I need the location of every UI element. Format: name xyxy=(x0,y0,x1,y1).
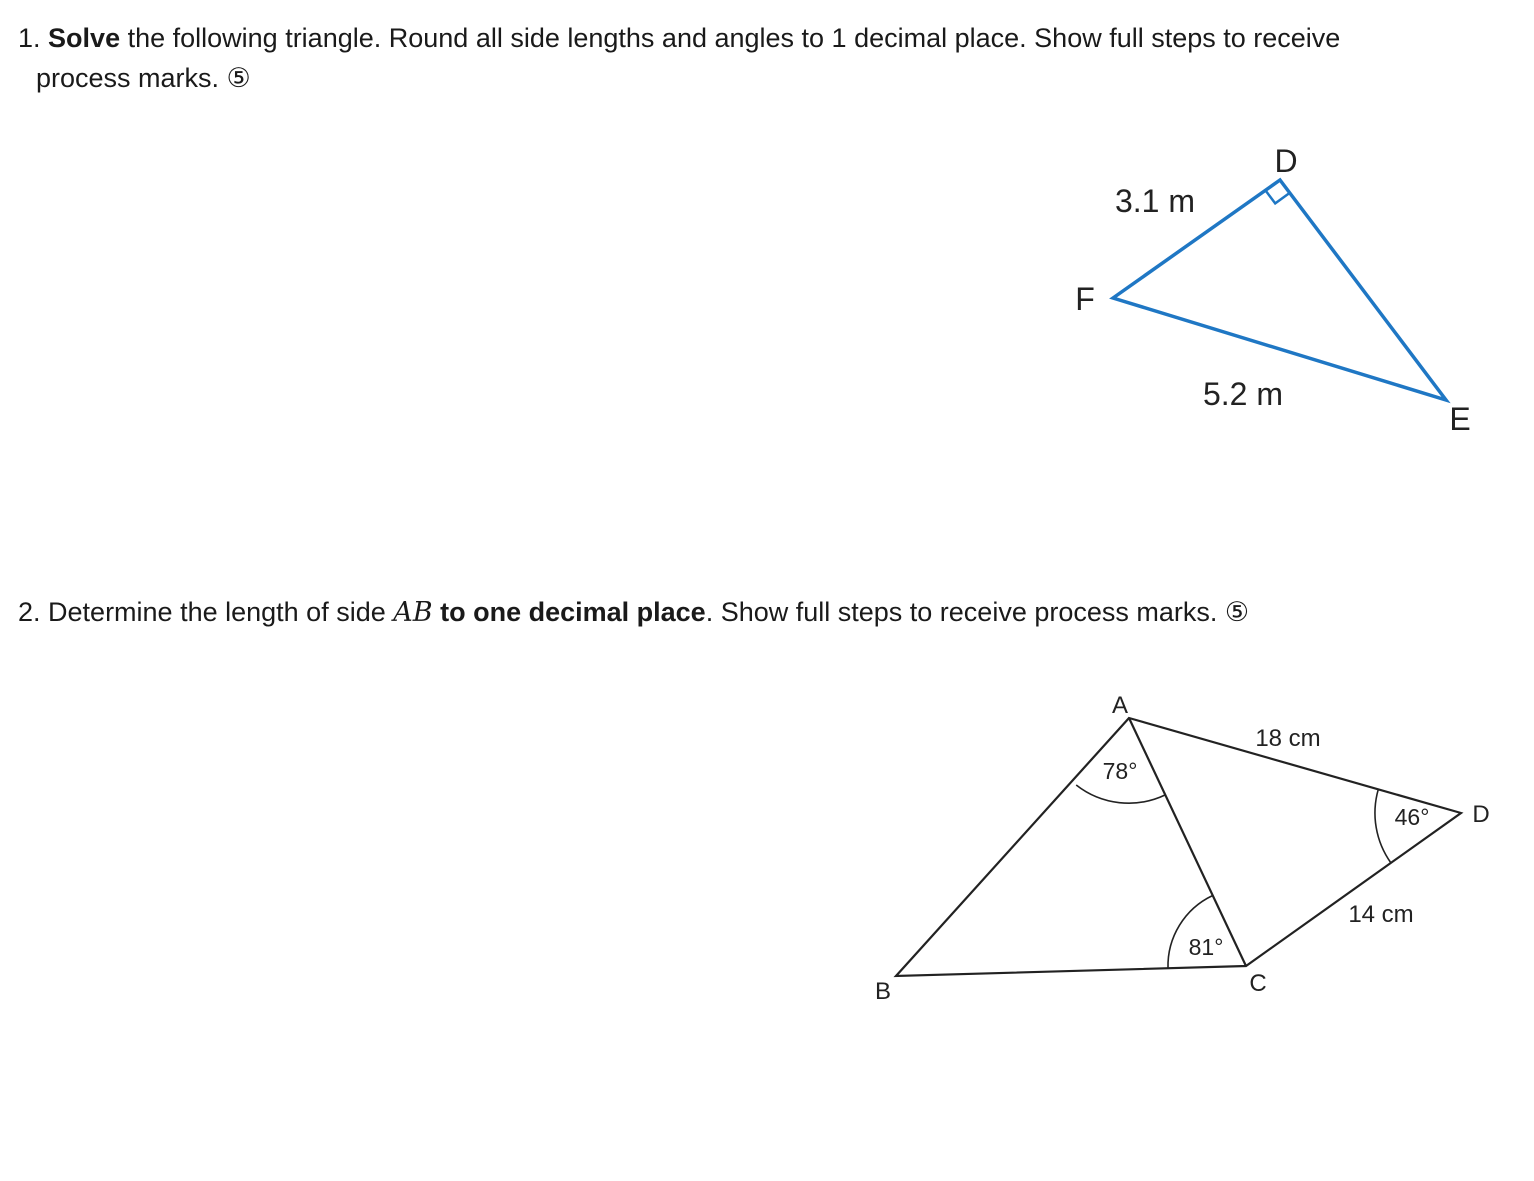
side-fe-label: 5.2 m xyxy=(1202,376,1284,412)
q2-number: 2. xyxy=(18,597,41,627)
angle-d-arc xyxy=(1375,789,1391,863)
vertex-e-label: E xyxy=(1449,401,1471,437)
vertex-a-label: A xyxy=(1111,692,1129,719)
vertex-d-label-2: D xyxy=(1472,801,1490,828)
quadrilateral-outline xyxy=(896,718,1461,976)
triangle-def xyxy=(1075,143,1470,437)
side-fd-label: 3.1 m xyxy=(1114,183,1196,219)
vertex-c-label: C xyxy=(1249,970,1267,997)
quadrilateral-abcd xyxy=(875,692,1490,1005)
q2-variable: AB xyxy=(393,597,433,628)
vertex-b-label: B xyxy=(874,978,892,1005)
q2-text-a: Determine the length of side xyxy=(40,597,394,627)
q2-bold-text: to one decimal place xyxy=(440,597,706,627)
diagonal-ac xyxy=(1129,718,1246,966)
vertex-f-label: F xyxy=(1075,281,1095,317)
question-2 xyxy=(18,592,1498,633)
q1-text-line1: the following triangle. Round all side lengths and angles to 1 decimal place. Show full steps to receive xyxy=(120,23,1341,53)
right-angle-marker xyxy=(1265,190,1288,203)
angle-a-arc xyxy=(1076,785,1165,803)
side-ad-label: 18 cm xyxy=(1255,725,1321,752)
angle-d-label: 46° xyxy=(1394,804,1430,830)
q2-text-b: . Show full steps to receive process marks. ⑤ xyxy=(705,597,1250,627)
q1-number: 1. xyxy=(18,23,41,53)
vertex-d-label: D xyxy=(1274,143,1298,179)
q1-text-line2: process marks. ⑤ xyxy=(36,63,251,93)
q1-keyword: Solve xyxy=(48,23,121,53)
side-cd-label: 14 cm xyxy=(1348,901,1414,928)
angle-a-label: 78° xyxy=(1102,758,1138,784)
angle-c-label: 81° xyxy=(1188,934,1224,960)
